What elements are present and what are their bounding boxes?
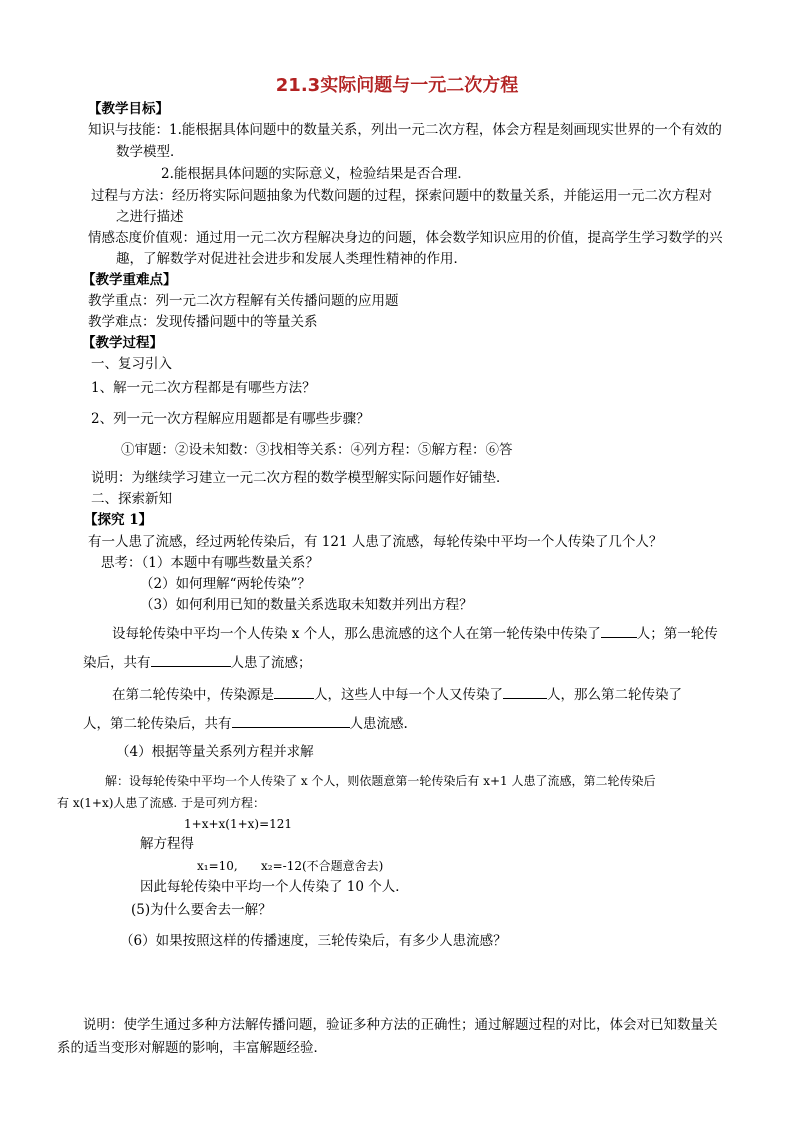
fill-line-4: [83, 714, 408, 732]
note-2-line-2: 系的适当变形对解题的影响，丰富解题经验．: [57, 1040, 327, 1056]
solve-label: 解方程得: [140, 836, 194, 852]
knowledge-line-1: [88, 122, 722, 138]
conclusion: 因此每轮传染中平均一个人传染了 10 个人．: [140, 879, 409, 895]
review-question-2: 2、列一元一次方程解应用题都是有哪些步骤？: [91, 411, 370, 427]
solution-line-2: 有 x(1+x)人患了流感. 于是可列方程：: [57, 796, 266, 810]
fill-2-text-a: 染后，共有: [83, 655, 151, 671]
teaching-difficulty: 教学难点：发现传播问题中的等量关系: [88, 314, 318, 330]
fill-3-text-c: 人，那么第二轮传染了: [547, 687, 682, 703]
think-5: (5)为什么要舍去一解？: [131, 902, 272, 918]
fill-4-text-a: 人，第二轮传染后，共有: [83, 716, 232, 732]
knowledge-text-1: 1.能根据具体问题中的数量关系，列出一元二次方程，体会方程是刻画现实世界的一个有效的: [169, 122, 722, 138]
page-title: 21.3实际问题与一元二次方程: [275, 75, 519, 96]
teaching-focus: 教学重点：列一元二次方程解有关传播问题的应用题: [88, 293, 399, 309]
blank-3[interactable]: [274, 685, 314, 699]
blank-4[interactable]: [503, 685, 547, 699]
fill-1-text-b: 人；第一轮传: [636, 626, 718, 642]
objectives-heading: 【教学目标】: [88, 101, 169, 117]
emotion-line-1: 情感态度价值观：通过用一元二次方程解决身边的问题，体会数学知识应用的价值，提高学生学习数学的兴: [88, 230, 723, 246]
emotion-line-2: 趣，了解数学对促进社会进步和发展人类理性精神的作用．: [116, 251, 467, 267]
section-explore: 二、探索新知: [91, 491, 172, 507]
fill-line-1: [112, 624, 718, 642]
section-review: 一、复习引入: [91, 356, 172, 372]
fill-1-text-a: 设每轮传染中平均一个人传染 x 个人，那么患流感的这个人在第一轮传染中传染了: [112, 626, 601, 642]
root-1: x₁=10,: [197, 859, 238, 873]
process-heading: 【教学过程】: [82, 335, 163, 351]
process-method-line-2: 之进行描述: [116, 209, 184, 225]
knowledge-line-2: 数学模型．: [116, 144, 184, 160]
think-6: （6）如果按照这样的传播速度，三轮传染后，有多少人患流感？: [120, 933, 507, 949]
think-label: 思考：: [101, 555, 142, 571]
review-question-1: 1、解一元二次方程都是有哪些方法？: [91, 380, 316, 396]
think-2: （2）如何理解“两轮传染”？: [140, 576, 311, 592]
note-1: 说明：为继续学习建立一元二次方程的数学模型解实际问题作好铺垫．: [91, 470, 510, 486]
think-3: （3）如何利用已知的数量关系选取未知数并列出方程？: [140, 597, 473, 613]
blank-2[interactable]: [151, 653, 231, 667]
problem-statement: 有一人患了流感，经过两轮传染后，有 121 人患了流感，每轮传染中平均一个人传染了几个人？: [88, 534, 663, 550]
think-4: （4）根据等量关系列方程并求解: [116, 744, 314, 760]
root-2: x₂=-12(不合题意舍去): [261, 859, 384, 873]
fill-2-text-b: 人患了流感；: [230, 655, 312, 671]
note-2-line-1: 说明：使学生通过多种方法解传播问题，验证多种方法的正确性；通过解题过程的对比，体会对已知数量关: [83, 1017, 718, 1033]
keypoints-heading: 【教学重难点】: [82, 272, 177, 288]
review-steps: ①审题：②设未知数：③找相等关系：④列方程：⑤解方程：⑥答: [121, 442, 513, 458]
fill-4-text-b: 人患流感.: [349, 716, 408, 732]
fill-line-3: [112, 685, 682, 703]
think-1: [101, 555, 319, 571]
think-1-text: （1）本题中有哪些数量关系？: [141, 555, 319, 571]
solution-line-1: 解：设每轮传染中平均一个人传染了 x 个人，则依题意第一轮传染后有 x+1 人患了流感，第二轮传染后: [105, 774, 656, 788]
fill-3-text-b: 人，这些人中每一个人又传染了: [314, 687, 503, 703]
blank-1[interactable]: [601, 624, 637, 638]
knowledge-line-3: 2.能根据具体问题的实际意义，检验结果是否合理．: [161, 166, 471, 182]
fill-3-text-a: 在第二轮传染中，传染源是: [112, 687, 274, 703]
fill-line-2: [83, 653, 312, 671]
process-method-line-1: 过程与方法：经历将实际问题抽象为代数问题的过程，探索问题中的数量关系，并能运用一元二次方程对: [91, 188, 712, 204]
equation: 1+x+x(1+x)=121: [184, 817, 293, 831]
explore-heading: 【探究 1】: [84, 512, 153, 528]
blank-5[interactable]: [232, 714, 350, 728]
knowledge-label: 知识与技能：: [88, 122, 169, 138]
